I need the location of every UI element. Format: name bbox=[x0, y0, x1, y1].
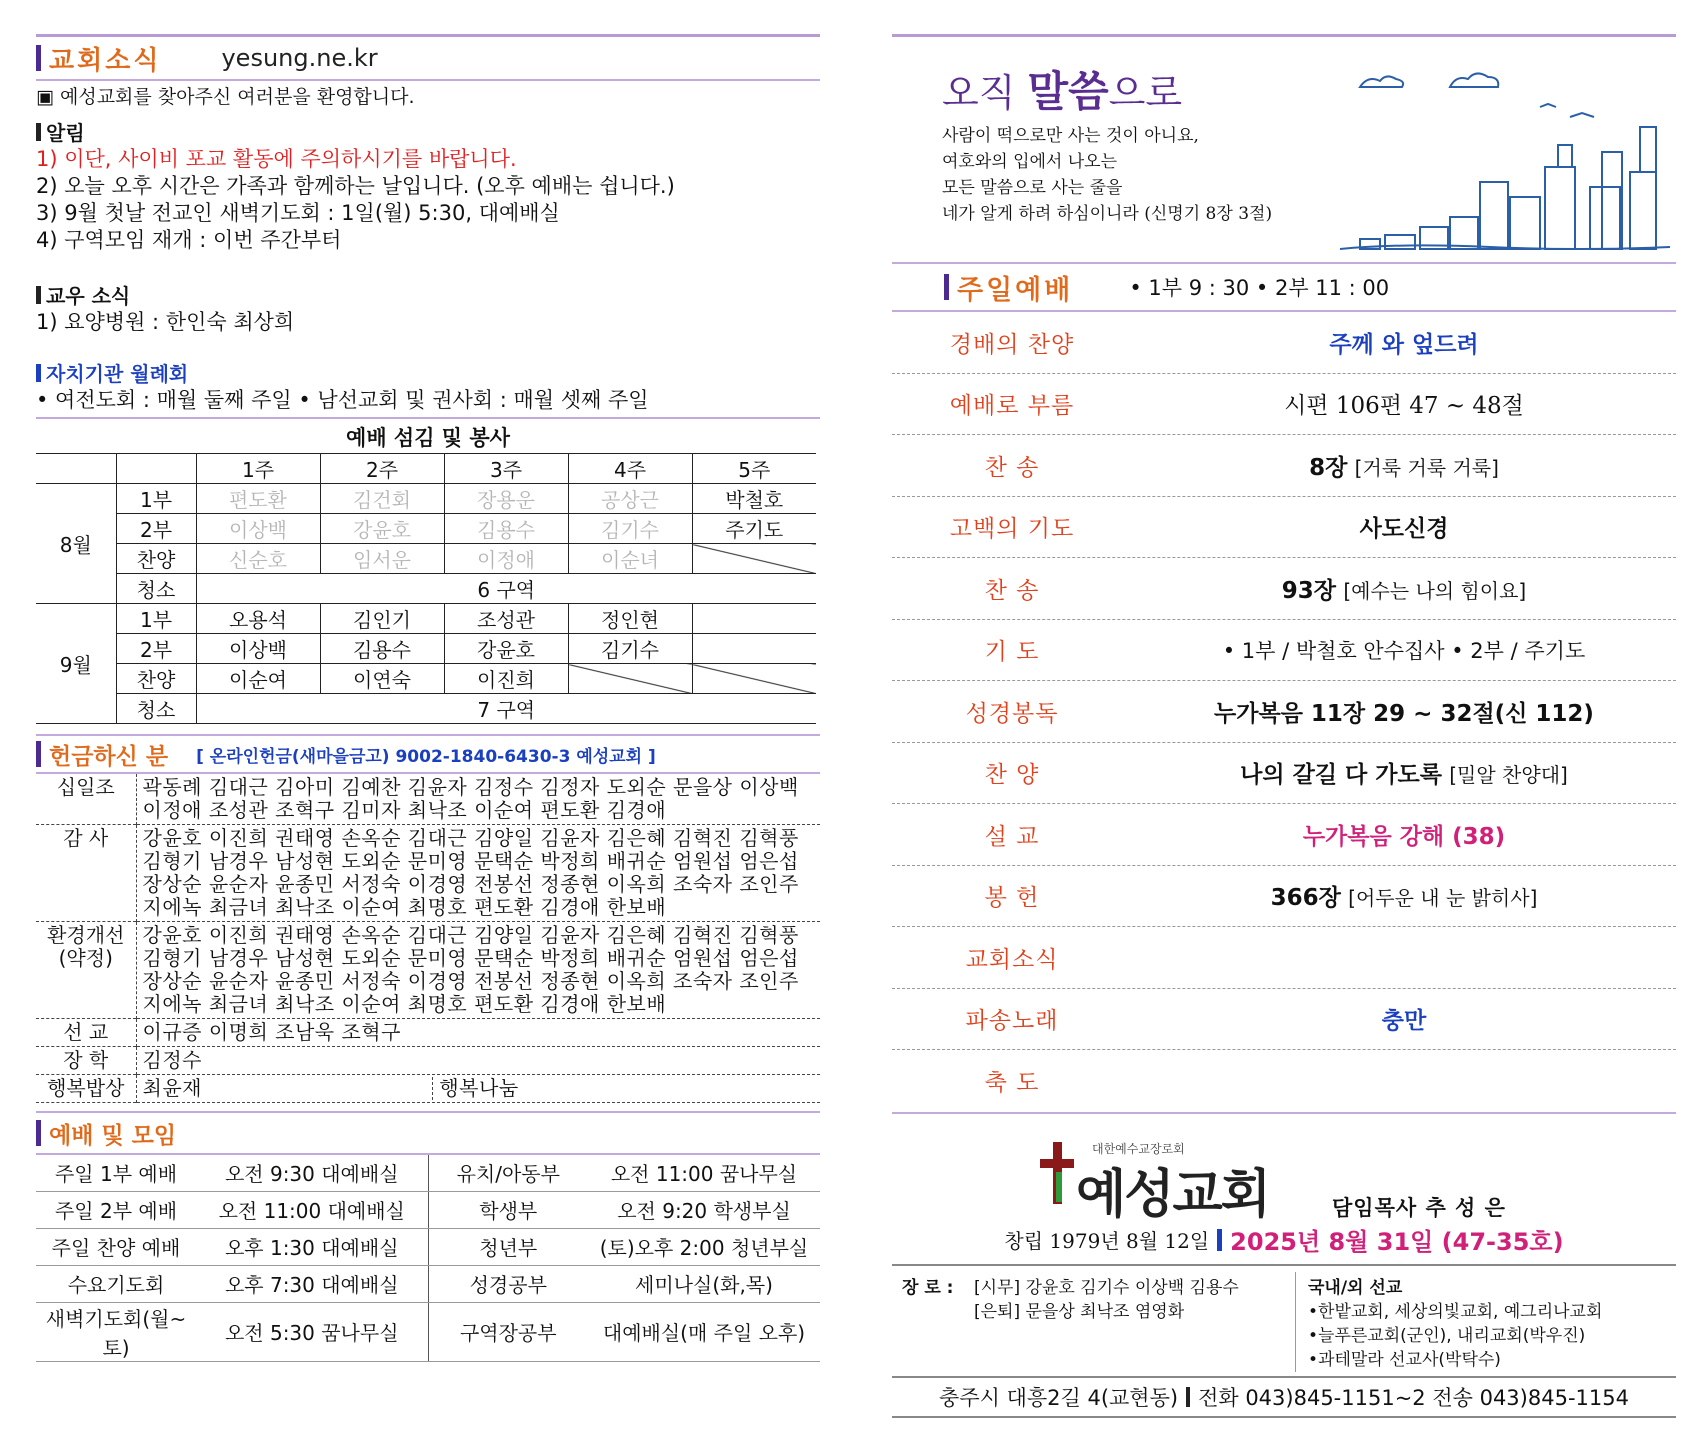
list-item: 기 도 • 1부 / 박철호 안수집사 • 2부 / 주기도 bbox=[892, 620, 1676, 682]
denomination: 대한예수교장로회 bbox=[1092, 1141, 1185, 1156]
table-row: 청소 6 구역 bbox=[36, 574, 816, 604]
notice-item: 1) 이단, 사이비 포교 활동에 주의하시기를 바랍니다. bbox=[36, 147, 517, 171]
notice-heading: 알림 bbox=[36, 117, 820, 146]
meetings-table bbox=[36, 1153, 820, 1362]
member-item: 1) 요양병원 : 한인숙 최상희 bbox=[36, 310, 295, 334]
table-row: 십일조 곽동례 김대근 김아미 김예찬 김윤자 김정수 김정자 도외순 문을상 이상백 이정애 조성관 조혁구 김미자 최낙조 이순여 편도환 김경애 bbox=[36, 774, 820, 825]
divider bbox=[892, 1264, 1676, 1266]
church-name-logo: 예성교회 bbox=[1076, 1164, 1269, 1225]
table-row: 환경개선 (약정) 강윤호 이진희 권태영 손옥순 김대근 김양일 김윤자 김은혜 김혁진 김혁풍 김형기 남경우 남성현 도외순 문미영 문택순 박정희 배귀순 엄원섭 엄은섭 장상순 윤순자 윤종민 서정숙 이경영 전봉선 정종현 이옥희 조숙자 조인주 지에녹 최금녀 최낙조 이순여 최명호 편도환 김경애 한보배 bbox=[36, 922, 820, 1019]
table-row: 주일 찬양 예배 오후 1:30 대예배실 청년부 (토)오후 2:00 청년부실 bbox=[36, 1228, 820, 1265]
welcome-text: ▣ 예성교회를 찾아주신 여러분을 환영합니다. bbox=[36, 86, 415, 108]
table-row: 주일 1부 예배 오전 9:30 대예배실 유치/아동부 오전 11:00 꿈나무실 bbox=[36, 1154, 820, 1191]
section-bar bbox=[944, 274, 949, 300]
section-bar bbox=[36, 741, 41, 767]
table-row: 2부 이상백 강윤호 김용수 김기수 주기도 bbox=[36, 514, 816, 544]
divider bbox=[36, 79, 820, 81]
list-item: 파송노래 충만 bbox=[892, 989, 1676, 1051]
verse-title: 오직 말씀으로 bbox=[942, 67, 1183, 116]
table-row: 새벽기도회(월~토) 오전 5:30 꿈나무실 구역장공부 대예배실(매 주일 오후) bbox=[36, 1302, 820, 1361]
table-row: 2부 이상백 김용수 강윤호 김기수 bbox=[36, 634, 816, 664]
notice-item: 2) 오늘 오후 시간은 가족과 함께하는 날입니다. (오후 예배는 쉽니다.) bbox=[36, 174, 675, 198]
offering-title: 헌금하신 분 bbox=[49, 743, 169, 770]
city-skyline-icon bbox=[1340, 57, 1670, 257]
table-row: 감 사 강윤호 이진희 권태영 손옥순 김대근 김양일 김윤자 김은혜 김혁진 김혁풍 김형기 남경우 남성현 도외순 문미영 문택순 박정희 배귀순 엄원섭 엄은섭 장상순 윤순자 윤종민 서정숙 이경영 전봉선 정종현 이옥희 조숙자 조인주 지에녹 최금녀 최낙조 이순여 최명호 편도환 김경애 한보배 bbox=[36, 825, 820, 922]
list-item: 성경봉독 누가복음 11장 29 ~ 32절(신 112) bbox=[892, 681, 1676, 743]
table-row: 수요기도회 오후 7:30 대예배실 성경공부 세미나실(화,목) bbox=[36, 1265, 820, 1302]
table-row: 8월 1부 편도환 김건회 장용운 공상근 박철호 bbox=[36, 484, 816, 514]
list-item: 교회소식 bbox=[892, 927, 1676, 989]
missions-box: 국내/외 선교 •한밭교회, 세상의빛교회, 예그리나교회 •늘푸른교회(군인), 내리교회(박우진) •과테말라 선교사(박탁수) bbox=[1308, 1277, 1603, 1370]
elders-box: 장 로 : [시무] 강윤호 김기수 이상백 김용수 [은퇴] 문을상 최낙조 염영화 bbox=[892, 1272, 1296, 1372]
service-duty-table: 1주 2주 3주 4주 5주 8월 1부 편도환 김건회 장용운 공상근 박철호 2부 이상백 강윤호 김용수 김기수 주기도 찬양 신순호 임서운 이정애 이순녀 청소 6 구역 9월 1부 오용석 김인기 조성관 정인현 2부 이상백 김용수 강윤호 김기수 찬양 이순여 이연숙 이진희 청소 7 구역 bbox=[36, 453, 816, 724]
notice-item: 4) 구역모임 재개 : 이번 주간부터 bbox=[36, 228, 342, 252]
divider bbox=[892, 1416, 1676, 1418]
org-heading: 자치기관 월례회 bbox=[36, 358, 820, 387]
elders-missions bbox=[892, 1272, 1676, 1372]
phone: 전화 043)845-1151~2 전송 043)845-1154 bbox=[1198, 1385, 1629, 1410]
table-row: 선 교 이규증 이명희 조남욱 조혁구 bbox=[36, 1019, 820, 1047]
service-duty-title: 예배 섬김 및 봉사 bbox=[346, 426, 510, 450]
list-item: 찬 송 93장 [예수는 나의 힘이요] bbox=[892, 558, 1676, 620]
cross-icon bbox=[1040, 1142, 1074, 1204]
list-item: 고백의 기도 사도신경 bbox=[892, 497, 1676, 559]
website-url[interactable]: yesung.ne.kr bbox=[221, 44, 378, 72]
offering-table bbox=[36, 774, 820, 1103]
section-bar bbox=[36, 45, 41, 71]
list-item: 설 교 누가복음 강해 (38) bbox=[892, 804, 1676, 866]
table-row: 장 학 김정수 bbox=[36, 1047, 820, 1075]
meetings-title: 예배 및 모임 bbox=[49, 1122, 177, 1149]
table-row: 청소 7 구역 bbox=[36, 694, 816, 724]
table-row: 9월 1부 오용석 김인기 조성관 정인현 bbox=[36, 604, 816, 634]
list-item: 찬 송 8장 [거룩 거룩 거룩] bbox=[892, 435, 1676, 497]
worship-times: • 1부 9 : 30 • 2부 11 : 00 bbox=[1129, 276, 1390, 300]
list-item: 경배의 찬양 주께 와 엎드려 bbox=[892, 312, 1676, 374]
address: 충주시 대흥2길 4(교현동) bbox=[939, 1385, 1179, 1410]
right-column bbox=[892, 34, 1676, 1418]
worship-header bbox=[892, 264, 1676, 310]
news-title: 교회소식 bbox=[49, 45, 162, 76]
verse-text: 사람이 떡으로만 사는 것이 아니요, 여호와의 입에서 나오는 모든 말씀으로 사는 줄을 네가 알게 하려 하심이니라 (신명기 8장 3절) bbox=[942, 126, 1273, 224]
meetings-header bbox=[36, 1113, 820, 1153]
list-item: 봉 헌 366장 [어두운 내 눈 밝히사] bbox=[892, 866, 1676, 928]
news-header bbox=[36, 37, 820, 79]
table-row: 주일 2부 예배 오전 11:00 대예배실 학생부 오전 9:20 학생부실 bbox=[36, 1191, 820, 1228]
table-row: 찬양 신순호 임서운 이정애 이순녀 bbox=[36, 544, 816, 574]
verse-box bbox=[892, 37, 1676, 262]
worship-title: 주일예배 bbox=[957, 274, 1074, 306]
pastor: 담임목사 추 성 은 bbox=[1332, 1195, 1506, 1220]
list-item: 축 도 bbox=[984, 1070, 1040, 1097]
section-bar bbox=[36, 1120, 41, 1146]
member-heading: 교우 소식 bbox=[36, 280, 820, 309]
table-row: 찬양 이순여 이연숙 이진희 bbox=[36, 664, 816, 694]
online-offering-account: [ 온라인헌금(새마을금고) 9002-1840-6430-3 예성교회 ] bbox=[196, 746, 656, 767]
table-row: 행복밥상 최윤재 행복나눔 bbox=[36, 1075, 820, 1103]
worship-order bbox=[892, 312, 1676, 1112]
left-column bbox=[36, 34, 820, 1362]
church-logo-area bbox=[892, 1114, 1676, 1234]
org-text: • 여전도회 : 매월 둘째 주일 • 남선교회 및 권사회 : 매월 셋째 주일 bbox=[36, 388, 649, 412]
founded: 창립 1979년 8월 12일 bbox=[1004, 1229, 1210, 1253]
list-item: 예배로 부름 시편 106편 47 ~ 48절 bbox=[892, 374, 1676, 436]
notice-item: 3) 9월 첫날 전교인 새벽기도회 : 1일(월) 5:30, 대예배실 bbox=[36, 201, 560, 225]
offering-header bbox=[36, 736, 820, 772]
list-item: 찬 양 나의 갈길 다 가도록 [밀알 찬양대] bbox=[892, 743, 1676, 805]
bulletin-date: 2025년 8월 31일 (47-35호) bbox=[1230, 1228, 1564, 1256]
address-line bbox=[892, 1378, 1676, 1416]
